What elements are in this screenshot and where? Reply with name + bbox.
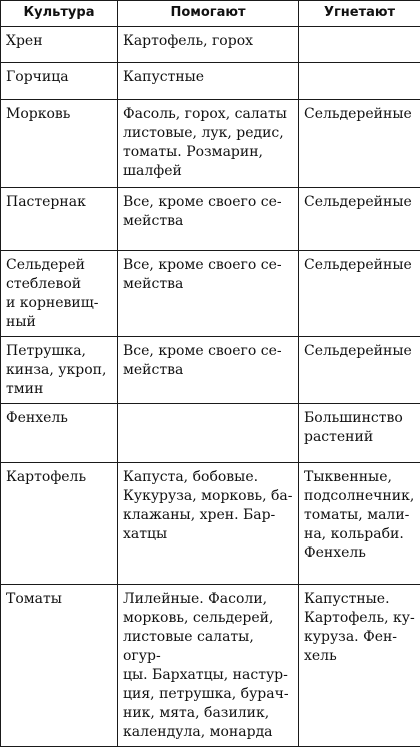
crop-cell (1, 251, 118, 337)
inhibits-text: Сельдерейные (304, 193, 415, 212)
table-row (1, 27, 420, 63)
helps-cell (118, 463, 299, 585)
crop-cell (1, 63, 118, 100)
helps-cell (118, 337, 299, 404)
inhibits-cell (299, 27, 420, 63)
table-row (1, 404, 420, 463)
crop-text: Петрушка, кинза, укроп, тмин (6, 342, 112, 399)
table-row (1, 337, 420, 404)
helps-text: Все, кроме своего се- мейства (123, 193, 293, 231)
inhibits-text: Сельдерейные (304, 105, 415, 124)
crop-cell (1, 188, 118, 251)
helps-text: Капуста, бобовые. Кукуруза, морковь, ба- клажаны, хрен. Бар- хатцы (123, 468, 293, 544)
table-row (1, 251, 420, 337)
inhibits-cell (299, 585, 420, 747)
inhibits-cell (299, 63, 420, 100)
inhibits-cell (299, 100, 420, 188)
helps-text: Капустные (123, 68, 293, 87)
crop-text: Сельдерей стеблевой и корневищ- ный (6, 256, 112, 332)
table-row (1, 63, 420, 100)
helps-cell (118, 100, 299, 188)
crop-cell (1, 100, 118, 188)
crop-cell (1, 463, 118, 585)
crop-text: Пастернак (6, 193, 112, 212)
helps-text: Фасоль, горох, салаты листовые, лук, редис, томаты. Розмарин, шалфей (123, 105, 293, 181)
helps-cell (118, 188, 299, 251)
table-header (1, 1, 420, 27)
helps-text: Лилейные. Фасоли, морковь, сельдерей, листовые салаты, огур- цы. Бархатцы, настур- ция, петрушка, бурач- ник, мята, базилик, календула, монарда (123, 590, 293, 742)
helps-cell (118, 404, 299, 463)
crop-text: Картофель (6, 468, 112, 487)
table-body (1, 27, 420, 747)
inhibits-text: Сельдерейные (304, 256, 415, 275)
helps-text: Все, кроме своего се- мейства (123, 256, 293, 294)
header-crop: Культура (1, 1, 118, 27)
crop-cell (1, 585, 118, 747)
helps-cell (118, 63, 299, 100)
inhibits-cell (299, 251, 420, 337)
crop-text: Морковь (6, 105, 112, 124)
crop-cell (1, 27, 118, 63)
inhibits-text: Сельдерейные (304, 342, 415, 361)
inhibits-cell (299, 188, 420, 251)
crop-text: Хрен (6, 32, 112, 51)
inhibits-cell (299, 404, 420, 463)
helps-text: Картофель, горох (123, 32, 293, 51)
helps-cell (118, 27, 299, 63)
table-row (1, 188, 420, 251)
table-row (1, 585, 420, 747)
table-row (1, 100, 420, 188)
helps-cell (118, 585, 299, 747)
crop-cell (1, 337, 118, 404)
inhibits-text: Тыквенные, подсолнечник, томаты, мали- на, кольраби. Фенхель (304, 468, 415, 563)
table-row (1, 463, 420, 585)
inhibits-cell (299, 463, 420, 585)
inhibits-cell (299, 337, 420, 404)
inhibits-text: Большинство растений (304, 409, 415, 447)
inhibits-text: Капустные. Картофель, ку- куруза. Фен- хель (304, 590, 415, 666)
header-row (1, 1, 420, 27)
crop-cell (1, 404, 118, 463)
helps-text: Все, кроме своего се- мейства (123, 342, 293, 380)
header-inhibits: Угнетают (299, 1, 420, 27)
helps-cell (118, 251, 299, 337)
crop-text: Горчица (6, 68, 112, 87)
crop-text: Фенхель (6, 409, 112, 428)
crop-text: Томаты (6, 590, 112, 609)
header-helps: Помогают (118, 1, 299, 27)
